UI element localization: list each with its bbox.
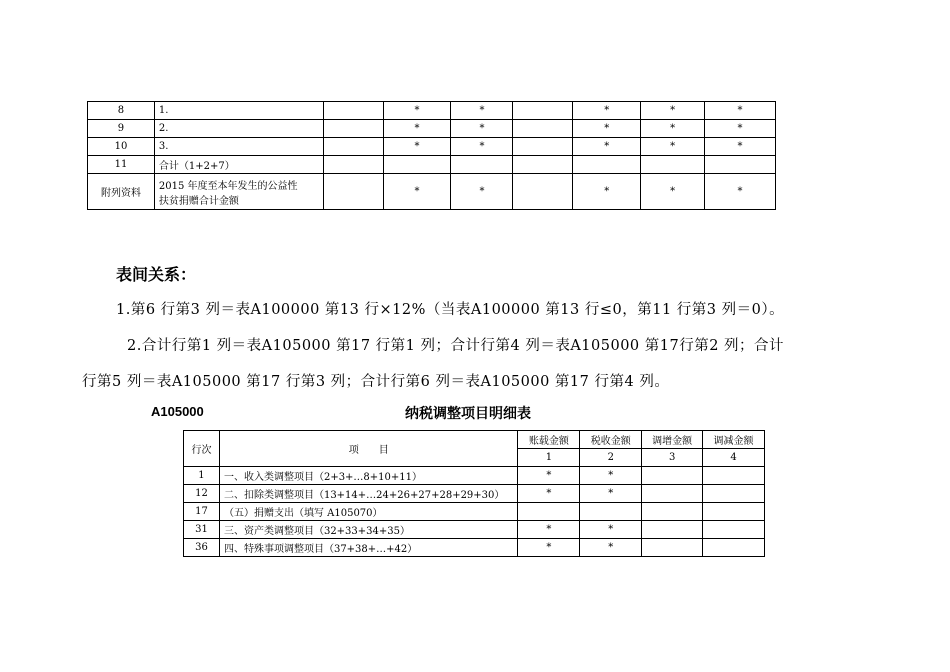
cell — [642, 485, 703, 503]
cell: * — [451, 138, 513, 156]
cell — [323, 138, 383, 156]
cell — [705, 156, 776, 174]
row-number: 11 — [88, 156, 155, 174]
cell: * — [580, 521, 642, 539]
cell — [323, 120, 383, 138]
relations-line-2: 2.合计行第1 列＝表A105000 第17 行第1 列；合计行第4 列＝表A105000 第17行第2 列；合计 — [127, 338, 785, 354]
cell: * — [641, 174, 705, 210]
cell: * — [518, 467, 580, 485]
row-number: 17 — [184, 503, 220, 521]
donation-detail-table — [87, 101, 776, 210]
relations-line-1: 1.第6 行第3 列＝表A100000 第13 行×12%（当表A100000 第13 行≤0，第11 行第3 列＝0）。 — [116, 302, 785, 318]
cell: * — [580, 539, 642, 557]
cell — [383, 156, 451, 174]
header-col: 调增金额 — [642, 431, 703, 449]
cell: * — [641, 102, 705, 120]
row-item: 3. — [154, 138, 323, 156]
cell: * — [705, 174, 776, 210]
row-number: 36 — [184, 539, 220, 557]
row-item — [154, 174, 323, 210]
cell — [451, 156, 513, 174]
cell: * — [451, 102, 513, 120]
cell: * — [383, 174, 451, 210]
cell — [323, 174, 383, 210]
header-col-number: 4 — [703, 449, 765, 467]
header-col-number: 2 — [580, 449, 642, 467]
row-item: （五）捐赠支出（填写 A105070） — [219, 503, 518, 521]
cell — [642, 503, 703, 521]
cell — [642, 521, 703, 539]
cell: * — [451, 120, 513, 138]
cell — [580, 503, 642, 521]
header-col: 税收金额 — [580, 431, 642, 449]
relations-line-3: 行第5 列＝表A105000 第17 行第3 列；合计行第6 列＝表A105000 第17 行第4 列。 — [82, 374, 670, 390]
cell: * — [383, 138, 451, 156]
cell — [703, 539, 765, 557]
cell — [641, 156, 705, 174]
header-row-number: 行次 — [184, 431, 220, 467]
cell: * — [641, 138, 705, 156]
header-col-number: 1 — [518, 449, 580, 467]
table-row — [184, 467, 765, 485]
cell: * — [705, 102, 776, 120]
cell — [513, 156, 573, 174]
table-row — [184, 539, 765, 557]
cell — [573, 156, 641, 174]
cell — [513, 138, 573, 156]
cell — [642, 467, 703, 485]
cell — [703, 485, 765, 503]
cell: * — [580, 467, 642, 485]
item-line: 2015 年度至本年发生的公益性 — [158, 180, 298, 192]
table-row — [184, 485, 765, 503]
row-number: 10 — [88, 138, 155, 156]
cell — [323, 102, 383, 120]
form-title: 纳税调整项目明细表 — [405, 405, 531, 421]
cell — [703, 503, 765, 521]
row-item: 二、扣除类调整项目（13+14+…24+26+27+28+29+30） — [219, 485, 518, 503]
table-row — [88, 138, 776, 156]
row-number: 8 — [88, 102, 155, 120]
cell: * — [580, 485, 642, 503]
row-number: 12 — [184, 485, 220, 503]
cell — [703, 521, 765, 539]
cell: * — [518, 521, 580, 539]
table-row — [88, 156, 776, 174]
row-number: 附列资料 — [88, 174, 155, 210]
cell: * — [641, 120, 705, 138]
relations-title: 表间关系： — [116, 265, 197, 284]
cell — [518, 503, 580, 521]
row-number: 1 — [184, 467, 220, 485]
table-row — [184, 503, 765, 521]
cell: * — [383, 120, 451, 138]
row-item: 1. — [154, 102, 323, 120]
table-row — [88, 102, 776, 120]
cell: * — [518, 539, 580, 557]
row-item: 四、特殊事项调整项目（37+38+…+42） — [219, 539, 518, 557]
cell — [323, 156, 383, 174]
cell: * — [451, 174, 513, 210]
cell: * — [573, 102, 641, 120]
tax-adjustment-table — [183, 430, 765, 557]
row-number: 31 — [184, 521, 220, 539]
header-row — [184, 431, 765, 449]
appendix-row — [88, 174, 776, 210]
cell — [703, 467, 765, 485]
header-col: 调减金额 — [703, 431, 765, 449]
cell — [513, 174, 573, 210]
cell — [513, 102, 573, 120]
row-item: 三、资产类调整项目（32+33+34+35） — [219, 521, 518, 539]
table-row — [88, 120, 776, 138]
cell — [513, 120, 573, 138]
cell: * — [573, 120, 641, 138]
cell: * — [518, 485, 580, 503]
header-col-number: 3 — [642, 449, 703, 467]
row-item: 2. — [154, 120, 323, 138]
cell: * — [573, 138, 641, 156]
header-col: 账载金额 — [518, 431, 580, 449]
item-line: 扶贫捐赠合计金额 — [158, 195, 239, 207]
cell: * — [705, 120, 776, 138]
header-item: 项 目 — [219, 431, 518, 467]
table-row — [184, 521, 765, 539]
cell: * — [573, 174, 641, 210]
row-item: 合计（1+2+7） — [154, 156, 323, 174]
cell: * — [383, 102, 451, 120]
cell: * — [705, 138, 776, 156]
row-item: 一、收入类调整项目（2+3+…8+10+11） — [219, 467, 518, 485]
form-code: A105000 — [151, 404, 204, 419]
row-number: 9 — [88, 120, 155, 138]
cell — [642, 539, 703, 557]
